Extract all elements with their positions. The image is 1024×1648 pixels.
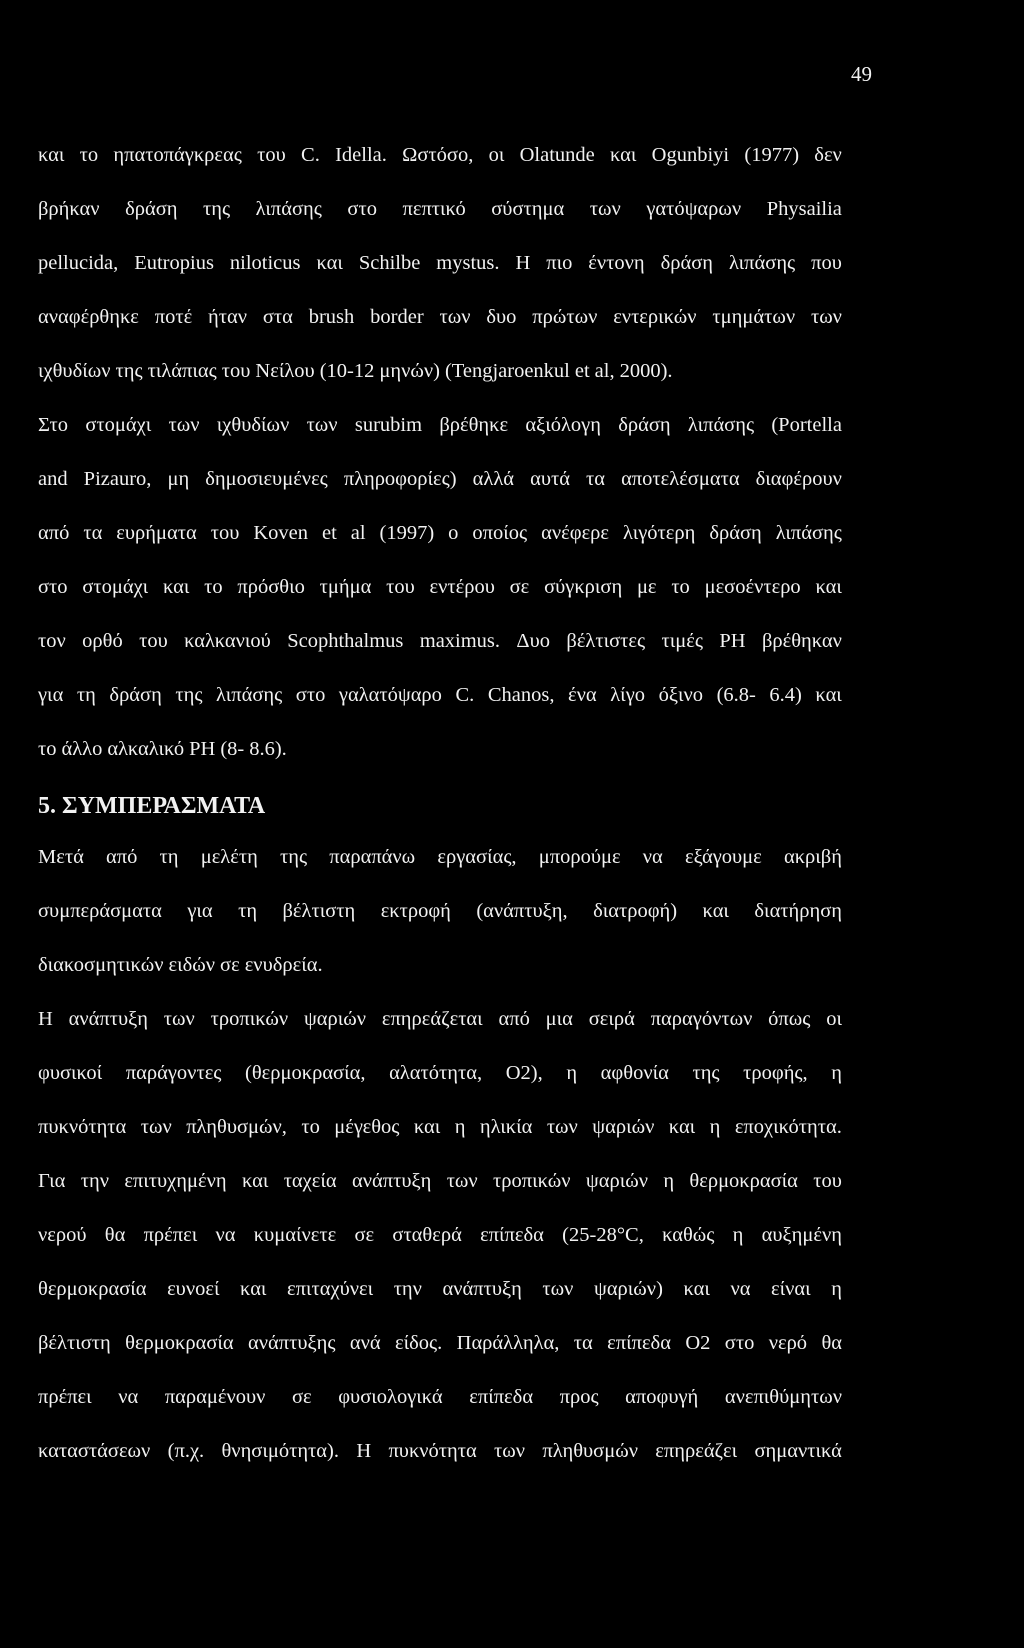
word: Ωστόσο, bbox=[402, 144, 474, 166]
word: και bbox=[815, 576, 842, 598]
word: τμημάτων bbox=[712, 306, 796, 328]
word: λιγότερη bbox=[623, 522, 696, 544]
word: λιπάσης bbox=[775, 522, 842, 544]
word: να bbox=[215, 1224, 236, 1246]
word: καταστάσεων bbox=[38, 1440, 151, 1462]
word: (ανάπτυξη, bbox=[476, 900, 568, 922]
word: Στο bbox=[38, 414, 69, 436]
word: τιλάπιας bbox=[147, 360, 217, 382]
word: 8.6). bbox=[249, 738, 287, 760]
word: εκτροφή bbox=[380, 900, 451, 922]
word: τροπικών bbox=[493, 1170, 571, 1192]
word: δράση bbox=[709, 522, 762, 544]
word: ο bbox=[448, 522, 459, 544]
word: να bbox=[642, 846, 663, 868]
word: PH bbox=[189, 738, 216, 760]
word: πληθυσμών, bbox=[186, 1116, 287, 1138]
word: σε bbox=[509, 576, 530, 598]
word: σύστημα bbox=[491, 198, 565, 220]
word: πυκνότητα bbox=[38, 1116, 127, 1138]
word: στο bbox=[295, 684, 326, 706]
word: Eutropius bbox=[134, 252, 214, 274]
word: συμπεράσματα bbox=[38, 900, 162, 922]
text-line bbox=[38, 236, 842, 290]
word: του bbox=[221, 360, 251, 382]
word: το bbox=[301, 1116, 320, 1138]
word: των bbox=[446, 1170, 478, 1192]
text-line bbox=[38, 1316, 842, 1370]
word: των bbox=[439, 306, 471, 328]
word: (Tengjaroenkul bbox=[444, 360, 570, 382]
word: Παράλληλα, bbox=[456, 1332, 560, 1354]
word: στομάχι bbox=[85, 414, 152, 436]
word: Pizauro, bbox=[83, 468, 152, 490]
word: ηπατοπάγκρεας bbox=[113, 144, 242, 166]
word: πιο bbox=[546, 252, 573, 274]
word: Idella. bbox=[335, 144, 387, 166]
word: ανάπτυξη bbox=[351, 1170, 432, 1192]
word: προς bbox=[559, 1386, 599, 1408]
text-line bbox=[38, 506, 842, 560]
word: που bbox=[811, 252, 842, 274]
word: Koven bbox=[253, 522, 308, 544]
word: των bbox=[168, 414, 200, 436]
word: βρήκαν bbox=[38, 198, 100, 220]
word: βρέθηκαν bbox=[761, 630, 842, 652]
word: την bbox=[80, 1170, 109, 1192]
text-line bbox=[38, 668, 842, 722]
word: Physailia bbox=[766, 198, 842, 220]
word: ιχθυδίων bbox=[216, 414, 290, 436]
word: τα bbox=[573, 1332, 593, 1354]
word: από bbox=[498, 1008, 530, 1030]
word: ορθό bbox=[82, 630, 123, 652]
word: λιπάσης bbox=[216, 684, 283, 706]
word: τα bbox=[83, 522, 103, 544]
word: πεπτικό bbox=[402, 198, 466, 220]
word: λιπάσης bbox=[687, 414, 755, 436]
word: μέγεθος bbox=[334, 1116, 400, 1138]
word: brush bbox=[308, 306, 355, 328]
text-line bbox=[38, 1262, 842, 1316]
text-line bbox=[38, 722, 842, 776]
word: γαλατόψαρο bbox=[338, 684, 442, 706]
word: για bbox=[187, 900, 213, 922]
word: τα bbox=[586, 468, 605, 490]
word: η bbox=[732, 1224, 744, 1246]
word: δράση bbox=[660, 252, 714, 274]
word: τροφής, bbox=[743, 1062, 808, 1084]
word: όξινο bbox=[658, 684, 703, 706]
word: μη bbox=[167, 468, 190, 490]
word: Η bbox=[515, 252, 531, 274]
word: ανέφερε bbox=[541, 522, 610, 544]
word: είδος. bbox=[394, 1332, 443, 1354]
word: παραπάνω bbox=[329, 846, 416, 868]
word: σταθερά bbox=[392, 1224, 462, 1246]
word: πληθυσμών bbox=[542, 1440, 638, 1462]
word: του bbox=[257, 144, 286, 166]
word: αλκαλικό bbox=[107, 738, 185, 760]
text-line bbox=[38, 1370, 842, 1424]
word: ψαριών bbox=[592, 1116, 655, 1138]
document-body bbox=[38, 128, 842, 1478]
word: αφθονία bbox=[600, 1062, 669, 1084]
word: άλλο bbox=[61, 738, 103, 760]
word: εντέρου bbox=[429, 576, 495, 598]
word: αλλά bbox=[472, 468, 515, 490]
word: στο bbox=[38, 576, 68, 598]
word: και bbox=[241, 1170, 269, 1192]
word: Chanos, bbox=[487, 684, 555, 706]
word: βέλτιστη bbox=[282, 900, 356, 922]
word: όπως bbox=[768, 1008, 811, 1030]
word: Ogunbiyi bbox=[651, 144, 730, 166]
word: στο bbox=[347, 198, 377, 220]
word: έντονη bbox=[588, 252, 645, 274]
word: επίπεδα bbox=[607, 1332, 671, 1354]
paragraph-growth-factors bbox=[38, 992, 842, 1154]
word: δράση bbox=[125, 198, 178, 220]
word: τη bbox=[238, 900, 258, 922]
word: PH bbox=[719, 630, 746, 652]
word: Η bbox=[38, 1008, 53, 1030]
word: ήταν bbox=[208, 306, 248, 328]
text-line bbox=[38, 1424, 842, 1478]
word: 2000). bbox=[619, 360, 673, 382]
word: ιχθυδίων bbox=[38, 360, 111, 382]
word: διατήρηση bbox=[754, 900, 842, 922]
word: να bbox=[730, 1278, 751, 1300]
word: νερό bbox=[768, 1332, 808, 1354]
text-line bbox=[38, 992, 842, 1046]
word: βέλτιστες bbox=[566, 630, 646, 652]
word: η bbox=[831, 1062, 842, 1084]
word: μια bbox=[545, 1008, 573, 1030]
word: C. bbox=[455, 684, 475, 706]
word: κυμαίνετε bbox=[253, 1224, 337, 1246]
word: Για bbox=[38, 1170, 66, 1192]
word: της bbox=[115, 360, 143, 382]
word: η bbox=[454, 1116, 466, 1138]
word: ανάπτυξη bbox=[442, 1278, 522, 1300]
text-line bbox=[38, 614, 842, 668]
word: δυο bbox=[486, 306, 517, 328]
word: τιμές bbox=[661, 630, 703, 652]
word: η bbox=[566, 1062, 578, 1084]
word: (1997) bbox=[379, 522, 435, 544]
word: εργασίας, bbox=[437, 846, 517, 868]
word: θερμοκρασία bbox=[689, 1170, 798, 1192]
word: ψαριών bbox=[585, 1170, 648, 1192]
word: πρέπει bbox=[143, 1224, 198, 1246]
word: Olatunde bbox=[519, 144, 595, 166]
word: mystus. bbox=[436, 252, 500, 274]
word: εξάγουμε bbox=[684, 846, 762, 868]
word: Schilbe bbox=[358, 252, 421, 274]
word: μελέτη bbox=[200, 846, 258, 868]
word: το bbox=[38, 738, 57, 760]
word: των bbox=[140, 1116, 172, 1138]
word: border bbox=[370, 306, 424, 328]
word: παραγόντων bbox=[650, 1008, 753, 1030]
word: επιτυχημένη bbox=[124, 1170, 227, 1192]
word: του bbox=[813, 1170, 842, 1192]
text-line bbox=[38, 182, 842, 236]
word: et bbox=[574, 360, 590, 382]
word: των bbox=[494, 1440, 526, 1462]
word: ακριβή bbox=[783, 846, 842, 868]
word: ανά bbox=[349, 1332, 381, 1354]
word: της bbox=[692, 1062, 720, 1084]
word: O2 bbox=[685, 1332, 711, 1354]
word: διακοσμητικών bbox=[38, 954, 164, 976]
word: νερού bbox=[38, 1224, 87, 1246]
word: και bbox=[702, 900, 729, 922]
word: (6.8- bbox=[716, 684, 756, 706]
word: επίπεδα bbox=[480, 1224, 544, 1246]
word: φυσιολογικά bbox=[338, 1386, 443, 1408]
word: η bbox=[709, 1116, 721, 1138]
word: και bbox=[413, 1116, 441, 1138]
word: 6.4) bbox=[769, 684, 802, 706]
word: al bbox=[350, 522, 366, 544]
word: φυσικοί bbox=[38, 1062, 103, 1084]
word: θα bbox=[104, 1224, 126, 1246]
word: δράση bbox=[618, 414, 671, 436]
word: και bbox=[683, 1278, 710, 1300]
word: επηρεάζεται bbox=[381, 1008, 483, 1030]
word: and bbox=[38, 468, 68, 490]
word: πληροφορίες) bbox=[343, 468, 457, 490]
word: maximus. bbox=[419, 630, 501, 652]
word: ανεπιθύμητων bbox=[724, 1386, 842, 1408]
word: λιπάσης bbox=[255, 198, 322, 220]
word: το bbox=[671, 576, 690, 598]
word: στο bbox=[724, 1332, 755, 1354]
word: διαφέρουν bbox=[755, 468, 842, 490]
word: σε bbox=[291, 1386, 312, 1408]
text-line bbox=[38, 290, 842, 344]
word: και bbox=[38, 144, 65, 166]
word: είναι bbox=[771, 1278, 811, 1300]
word: (1977) bbox=[744, 144, 800, 166]
word: πυκνότητα bbox=[388, 1440, 477, 1462]
word: πρώτων bbox=[532, 306, 598, 328]
word: με bbox=[636, 576, 657, 598]
word: των bbox=[810, 306, 842, 328]
word: βρέθηκε bbox=[439, 414, 509, 436]
word: αλατότητα, bbox=[389, 1062, 483, 1084]
word: Μετά bbox=[38, 846, 84, 868]
word: από bbox=[106, 846, 138, 868]
word: θερμοκρασία bbox=[125, 1332, 234, 1354]
paragraph-lipase-activity bbox=[38, 128, 842, 398]
word: οι bbox=[826, 1008, 842, 1030]
word: σημαντικά bbox=[754, 1440, 842, 1462]
page-number: 49 bbox=[851, 62, 872, 86]
word: (π.χ. bbox=[167, 1440, 205, 1462]
word: ένα bbox=[568, 684, 597, 706]
word: επιταχύνει bbox=[287, 1278, 374, 1300]
word: η bbox=[831, 1278, 842, 1300]
word: ευρήματα bbox=[116, 522, 197, 544]
word: Νείλου bbox=[255, 360, 315, 382]
word: αναφέρθηκε bbox=[38, 306, 139, 328]
word: (θερμοκρασία, bbox=[245, 1062, 366, 1084]
word: θα bbox=[821, 1332, 842, 1354]
word: παραμένουν bbox=[164, 1386, 266, 1408]
word: και bbox=[815, 684, 842, 706]
word: θνησιμότητα). bbox=[221, 1440, 339, 1462]
word: και bbox=[316, 252, 343, 274]
word: παράγοντες bbox=[125, 1062, 222, 1084]
word: των bbox=[546, 1116, 578, 1138]
word: αξιόλογη bbox=[525, 414, 601, 436]
word: δημοσιευμένες bbox=[205, 468, 328, 490]
word: και bbox=[668, 1116, 696, 1138]
word: των bbox=[306, 414, 338, 436]
word: μεσοέντερο bbox=[704, 576, 801, 598]
section-heading: 5. ΣΥΜΠΕΡΑΣΜΑΤΑ bbox=[38, 793, 266, 819]
word: των bbox=[163, 1008, 195, 1030]
word: et bbox=[321, 522, 337, 544]
text-line bbox=[38, 1100, 842, 1154]
word: το bbox=[204, 576, 223, 598]
word: ανάπτυξη bbox=[68, 1008, 148, 1030]
word: σε bbox=[220, 954, 240, 976]
word: δράση bbox=[109, 684, 162, 706]
word: του bbox=[386, 576, 415, 598]
word: αποτελέσματα bbox=[621, 468, 740, 490]
paragraph-temperature bbox=[38, 1154, 842, 1478]
word: αυξημένη bbox=[761, 1224, 842, 1246]
word: surubim bbox=[354, 414, 423, 436]
word: ενυδρεία. bbox=[244, 954, 323, 976]
word: ανάπτυξης bbox=[248, 1332, 336, 1354]
text-line bbox=[38, 884, 842, 938]
word: τροπικών bbox=[210, 1008, 289, 1030]
text-line bbox=[38, 398, 842, 452]
word: μπορούμε bbox=[538, 846, 621, 868]
text-line bbox=[38, 938, 842, 992]
text-line bbox=[38, 830, 842, 884]
word: του bbox=[210, 522, 240, 544]
word: ειδών bbox=[168, 954, 216, 976]
word: τη bbox=[76, 684, 96, 706]
word: βέλτιστη bbox=[38, 1332, 111, 1354]
word: (Portella bbox=[771, 414, 842, 436]
word: ταχεία bbox=[283, 1170, 337, 1192]
word: λιπάσης bbox=[728, 252, 796, 274]
text-line bbox=[38, 1046, 842, 1100]
word: ευνοεί bbox=[167, 1278, 220, 1300]
word: C. bbox=[301, 144, 320, 166]
word: από bbox=[38, 522, 70, 544]
word: εποχικότητα. bbox=[734, 1116, 842, 1138]
word: (25-28°C, bbox=[562, 1224, 644, 1246]
text-line bbox=[38, 344, 842, 398]
word: σε bbox=[354, 1224, 375, 1246]
word: (8- bbox=[220, 738, 245, 760]
word: των bbox=[589, 198, 621, 220]
word: στα bbox=[262, 306, 293, 328]
word: και bbox=[162, 576, 190, 598]
word: οι bbox=[488, 144, 505, 166]
word: (10-12 bbox=[319, 360, 375, 382]
word: δεν bbox=[814, 144, 842, 166]
word: μηνών) bbox=[379, 360, 440, 382]
word: της bbox=[280, 846, 308, 868]
text-line bbox=[38, 452, 842, 506]
word: λίγο bbox=[610, 684, 645, 706]
word: γατόψαρων bbox=[646, 198, 742, 220]
paragraph-surubim bbox=[38, 398, 842, 776]
text-line bbox=[38, 1154, 842, 1208]
word: για bbox=[38, 684, 64, 706]
word: ποτέ bbox=[154, 306, 193, 328]
word: καλκανιού bbox=[184, 630, 271, 652]
word: πρέπει bbox=[38, 1386, 92, 1408]
word: Scophthalmus bbox=[287, 630, 404, 652]
word: τμήμα bbox=[319, 576, 372, 598]
word: να bbox=[118, 1386, 139, 1408]
word: και bbox=[610, 144, 637, 166]
word: ψαριών bbox=[303, 1008, 367, 1030]
word: επηρεάζει bbox=[655, 1440, 738, 1462]
word: αυτά bbox=[530, 468, 570, 490]
word: καθώς bbox=[662, 1224, 715, 1246]
word: την bbox=[393, 1278, 422, 1300]
word: πρόσθιο bbox=[237, 576, 305, 598]
word: θερμοκρασία bbox=[38, 1278, 147, 1300]
word: σύγκριση bbox=[544, 576, 623, 598]
word: επίπεδα bbox=[469, 1386, 534, 1408]
word: pellucida, bbox=[38, 252, 119, 274]
word: τη bbox=[159, 846, 179, 868]
word: Η bbox=[356, 1440, 372, 1462]
word: του bbox=[139, 630, 168, 652]
word: O2), bbox=[505, 1062, 543, 1084]
word: οποίος bbox=[472, 522, 528, 544]
text-line bbox=[38, 128, 842, 182]
word: ηλικία bbox=[479, 1116, 533, 1138]
word: τον bbox=[38, 630, 66, 652]
word: των bbox=[542, 1278, 574, 1300]
word: σειρά bbox=[588, 1008, 635, 1030]
word: εντερικών bbox=[613, 306, 697, 328]
word: αποφυγή bbox=[625, 1386, 699, 1408]
word: διατροφή) bbox=[593, 900, 678, 922]
word: της bbox=[175, 684, 203, 706]
text-line bbox=[38, 560, 842, 614]
word: al, bbox=[594, 360, 615, 382]
word: και bbox=[240, 1278, 267, 1300]
paragraph-conclusions-intro bbox=[38, 830, 842, 992]
word: niloticus bbox=[229, 252, 301, 274]
word: στομάχι bbox=[82, 576, 149, 598]
word: το bbox=[79, 144, 99, 166]
word: η bbox=[663, 1170, 675, 1192]
word: Δυο bbox=[516, 630, 551, 652]
word: της bbox=[203, 198, 231, 220]
word: ψαριών) bbox=[593, 1278, 663, 1300]
text-line bbox=[38, 1208, 842, 1262]
